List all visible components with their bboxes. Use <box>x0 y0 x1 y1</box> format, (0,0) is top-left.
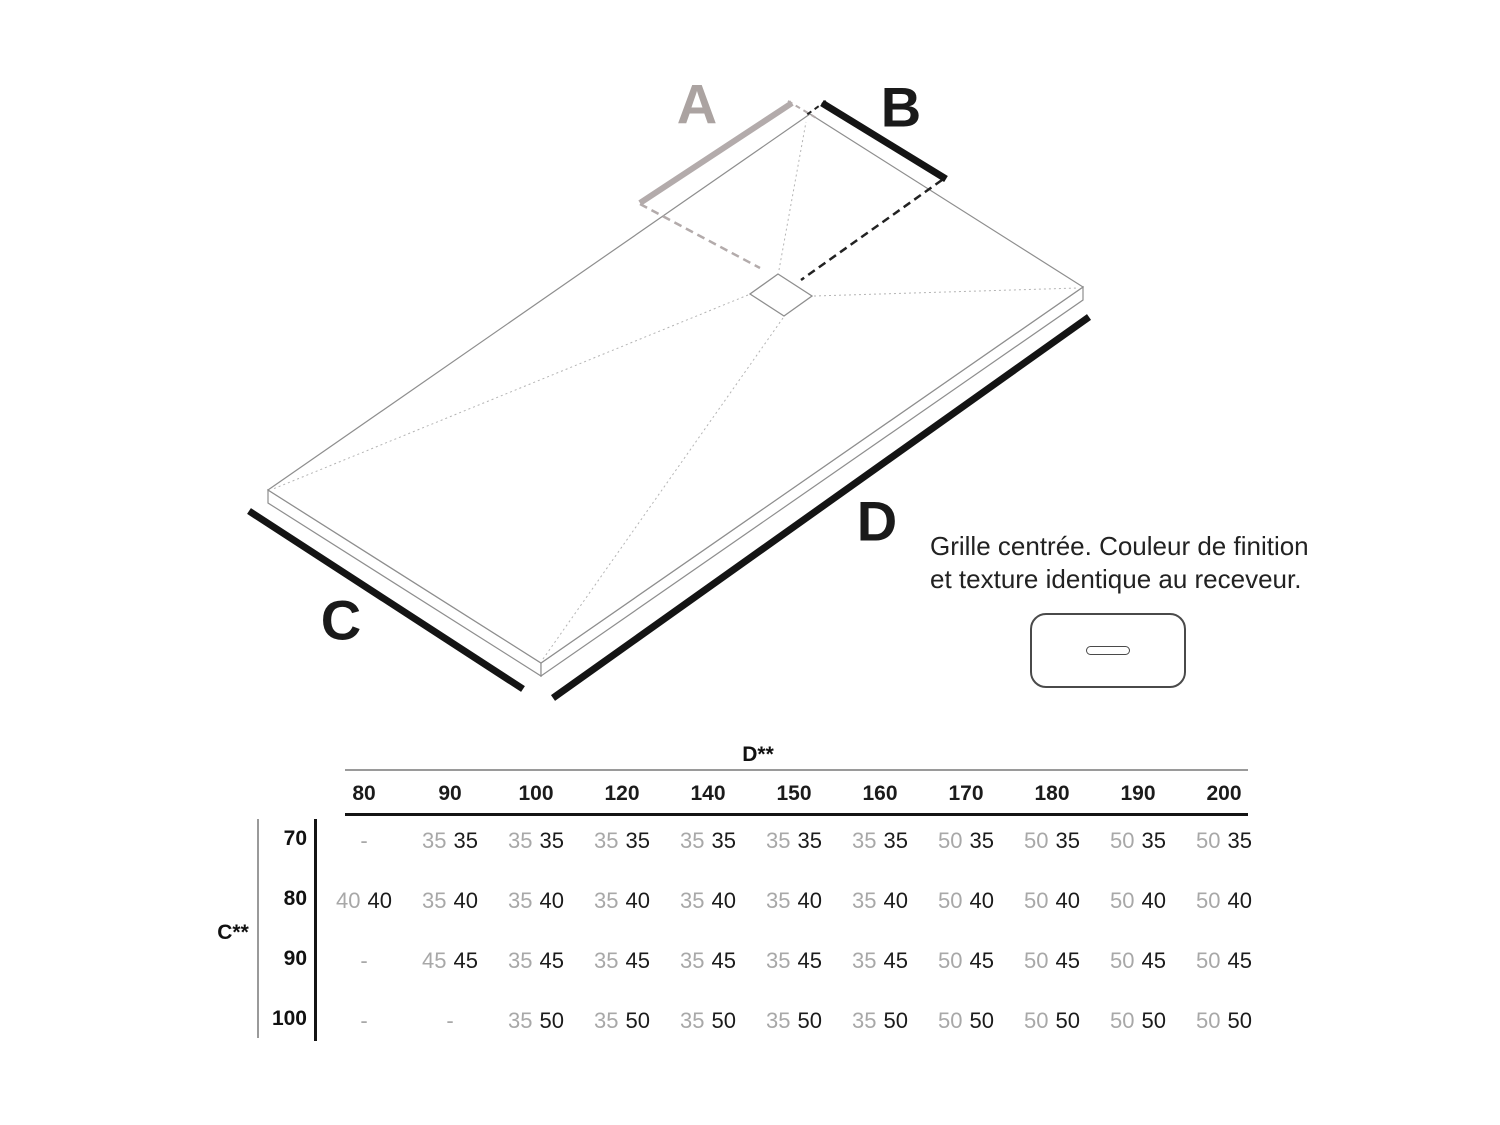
note-line-2: et texture identique au receveur. <box>930 564 1302 594</box>
table-cell: 35 45 <box>594 948 650 973</box>
column-header: 120 <box>604 781 640 805</box>
table-cell: 35 50 <box>594 1008 650 1033</box>
column-header: 170 <box>948 781 984 805</box>
table-rule-left-dark <box>314 819 317 1041</box>
table-cell: 35 50 <box>766 1008 822 1033</box>
note-line-1: Grille centrée. Couleur de finition <box>930 531 1309 561</box>
table-cell: 40 40 <box>336 888 392 913</box>
dim-extension-a-top <box>788 101 818 119</box>
table-cell: 50 45 <box>1024 948 1080 973</box>
column-header: 90 <box>438 781 462 805</box>
table-cell: 50 40 <box>1196 888 1252 913</box>
table-cell: 35 35 <box>594 828 650 853</box>
column-header: 160 <box>862 781 898 805</box>
d-axis-label: D** <box>742 743 774 766</box>
grate-note <box>930 530 1309 596</box>
dim-label-a: A <box>676 72 718 136</box>
table-cell: 35 40 <box>852 888 908 913</box>
table-cell: 35 35 <box>680 828 736 853</box>
table-cell: 35 35 <box>852 828 908 853</box>
c-axis-label: C** <box>217 921 249 944</box>
dim-label-d: D <box>856 489 898 553</box>
table-cell: - <box>360 948 368 973</box>
table-cell: 35 35 <box>508 828 564 853</box>
table-cell: 35 45 <box>508 948 564 973</box>
column-header: 190 <box>1120 781 1156 805</box>
table-cell: 50 35 <box>1110 828 1166 853</box>
table-cell: 35 35 <box>766 828 822 853</box>
row-label: 70 <box>283 827 307 850</box>
table-cell: 50 35 <box>1024 828 1080 853</box>
dim-label-b: B <box>880 75 922 139</box>
table-cell: - <box>360 828 368 853</box>
table-cell: 50 40 <box>938 888 994 913</box>
table-cell: 35 45 <box>766 948 822 973</box>
table-cell: 50 45 <box>1196 948 1252 973</box>
dim-label-c: C <box>320 588 362 652</box>
table-rule-top <box>345 769 1248 771</box>
table-cell: 50 50 <box>1196 1008 1252 1033</box>
table-cell: 35 40 <box>422 888 478 913</box>
row-label: 80 <box>283 887 307 910</box>
column-header: 150 <box>776 781 812 805</box>
table-cell: 35 45 <box>680 948 736 973</box>
table-cell: 50 40 <box>1024 888 1080 913</box>
table-cell: 50 45 <box>938 948 994 973</box>
column-header: 180 <box>1034 781 1070 805</box>
table-cell: 50 50 <box>938 1008 994 1033</box>
table-cell: 35 40 <box>680 888 736 913</box>
table-cell: 50 45 <box>1110 948 1166 973</box>
column-header: 80 <box>352 781 376 805</box>
table-cell: 35 35 <box>422 828 478 853</box>
row-label: 90 <box>283 947 307 970</box>
table-cell: 35 50 <box>680 1008 736 1033</box>
table-cell: - <box>360 1008 368 1033</box>
table-cell: 35 40 <box>594 888 650 913</box>
drain-grate-slot <box>1086 646 1130 655</box>
table-cell: 35 50 <box>852 1008 908 1033</box>
table-cell: 50 50 <box>1024 1008 1080 1033</box>
table-cell: 35 45 <box>852 948 908 973</box>
table-cell: 35 40 <box>766 888 822 913</box>
table-cell: 50 40 <box>1110 888 1166 913</box>
table-cell: - <box>446 1008 454 1033</box>
table-cell: 50 50 <box>1110 1008 1166 1033</box>
table-cell: 50 35 <box>938 828 994 853</box>
column-header: 140 <box>690 781 726 805</box>
drain-grate-icon <box>1030 613 1186 688</box>
table-cell: 35 40 <box>508 888 564 913</box>
table-cell: 35 50 <box>508 1008 564 1033</box>
row-label: 100 <box>271 1007 307 1030</box>
column-header: 200 <box>1206 781 1242 805</box>
table-cell: 45 45 <box>422 948 478 973</box>
table-cell: 50 35 <box>1196 828 1252 853</box>
size-table <box>321 776 1267 1051</box>
column-header: 100 <box>518 781 554 805</box>
